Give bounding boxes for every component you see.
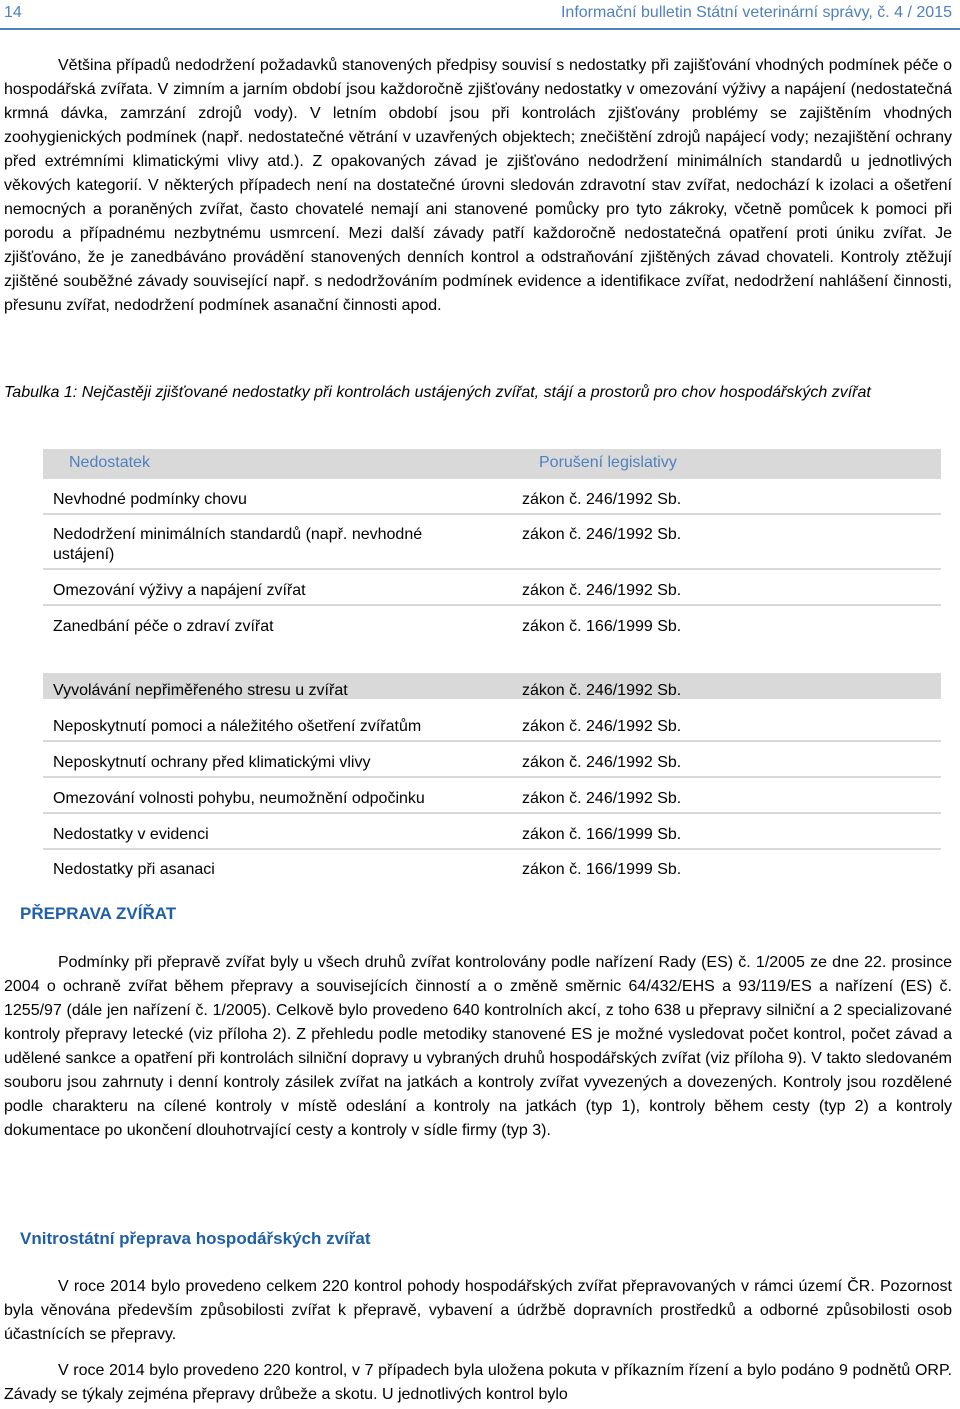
paragraph-domestic-transport: V roce 2014 bylo provedeno celkem 220 kontrol pohody hospodářských zvířat přepravovaných v rámci území ČR. Pozornost byla věnována především způsobilosti zvířat k přepravě, vybavení a údržbě dopravních prostředků a odborné způsobilosti osob účastnících se přepravy. xyxy=(4,1278,952,1343)
section-title: PŘEPRAVA ZVÍŘAT xyxy=(20,904,177,923)
table-cell-defect: Neposkytnutí pomoci a náležitého ošetření zvířatům xyxy=(53,718,422,735)
table-cell-legislation: zákon č. 246/1992 Sb. xyxy=(522,682,682,699)
table-cell-legislation: zákon č. 166/1999 Sb. xyxy=(522,861,682,878)
header-rule xyxy=(0,28,960,30)
table-cell-legislation: zákon č. 246/1992 Sb. xyxy=(522,718,682,735)
table-cell-legislation: zákon č. 166/1999 Sb. xyxy=(522,826,682,843)
table-cell-legislation: zákon č. 246/1992 Sb. xyxy=(522,491,682,508)
table-cell-legislation: zákon č. 246/1992 Sb. xyxy=(522,526,682,543)
table-cell-legislation: zákon č. 166/1999 Sb. xyxy=(522,618,682,635)
publication-title: Informační bulletin Státní veterinární správy, č. 4 / 2015 xyxy=(560,4,952,21)
page-header xyxy=(0,0,960,28)
paragraph-inspections: V roce 2014 bylo provedeno 220 kontrol, v 7 případech byla uložena pokuta v příkazním řízení a bylo podáno 9 podnětů ORP. Závady se týkaly zejména přepravy drůbeže a skotu. U jednotlivých kontrol bylo xyxy=(4,1362,952,1403)
row-divider xyxy=(43,776,941,778)
paragraph-welfare-defects: Většina případů nedodržení požadavků stanovených předpisy souvisí s nedostatky při zajišťování vhodných podmínek péče o hospodářská zvířata. V zimním a jarním období jsou každoročně zjišťovány nedostatky v omezování výživy a napájení (nedostatečná krmná dávka, zamrzání zdrojů vody). V letním období jsou při kontrolách zjišťovány problémy se zajištěním vhodných zoohygienických podmínek (např. nedostatečné větrání v uzavřených objektech; znečištění zdrojů napájecí vody; nezajištění ochrany před extrémními klimatickými vlivy atd.). Z opakovaných závad je zjišťováno nedodržení minimálních standardů u jednotlivých věkových kategorií. V některých případech není na dostatečné úrovni sledován zdravotní stav zvířat, nedochází k izolaci a ošetření nemocných a poraněných zvířat, často chovatelé nemají ani stanovené pomůcky pro tyto zákroky, včetně pomůcek k pomoci při porodu a případnému nezbytnému usmrcení. Mezi další závady patří každoročně nedostatečná opatření proti úniku zvířat. Je zjišťováno, že je zanedbáváno provádění stanovených denních kontrol a odstraňování zjištěných závad chovateli. Kontroly ztěžují zjištěné souběžné závady související např. s nedodržováním podmínek evidence a identifikace zvířat, nedodržení nahlášení činnosti, přesunu zvířat, nedodržení podmínek asanační činnosti apod. xyxy=(4,57,952,314)
table-cell-defect: Zanedbání péče o zdraví zvířat xyxy=(53,618,274,635)
row-divider xyxy=(43,812,941,814)
row-divider xyxy=(43,848,941,850)
table-caption: Tabulka 1: Nejčastěji zjišťované nedostatky při kontrolách ustájených zvířat, stájí a prostorů pro chov hospodářských zvířat xyxy=(4,384,871,401)
table-header-legislation: Porušení legislativy xyxy=(539,454,677,471)
table-cell-defect: Nedodržení minimálních standardů (např. nevhodné ustájení) xyxy=(53,526,423,563)
table-cell-defect: Neposkytnutí ochrany před klimatickými vlivy xyxy=(53,754,371,771)
paragraph-transport: Podmínky při přepravě zvířat byly u všech druhů zvířat kontrolovány podle nařízení Rady (ES) č. 1/2005 ze dne 22. prosince 2004 o ochraně zvířat během přepravy a souvisejících činností a o změně směrnic 64/432/EHS a 93/119/ES a nařízení (ES) č. 1255/97 (dále jen nařízení č. 1/2005). Celkově bylo provedeno 640 kontrolních akcí, z toho 638 u přepravy silniční a 2 specializované kontroly přepravy letecké (viz příloha 2). Z přehledu podle metodiky stanovené ES je možné vysledovat počet kontrol, počet závad a udělené sankce a opatření při kontrolách silniční dopravy u vybraných druhů hospodářských zvířat (viz příloha 9). V takto sledovaném souboru jsou zahrnuty i denní kontroly zásilek zvířat na jatkách a kontroly zvířat vyvezených a dovezených. Kontroly jsou rozdělené podle charakteru na cílené kontroly v místě odeslání a kontroly na jatkách (typ 1), kontroly během cesty (typ 2) a kontroly dokumentace po ukončení dlouhotrvající cesty a kontroly v sídle firmy (typ 3). xyxy=(4,954,952,1139)
row-divider xyxy=(43,604,941,606)
table-cell-defect: Nedostatky v evidenci xyxy=(53,826,209,843)
table-cell-legislation: zákon č. 246/1992 Sb. xyxy=(522,582,682,599)
table-header-bar xyxy=(43,449,941,479)
table-cell-defect: Omezování výživy a napájení zvířat xyxy=(53,582,306,599)
table-cell-legislation: zákon č. 246/1992 Sb. xyxy=(522,754,682,771)
row-divider xyxy=(43,568,941,570)
subsection-title: Vnitrostátní přeprava hospodářských zvířat xyxy=(20,1229,371,1248)
table-cell-legislation: zákon č. 246/1992 Sb. xyxy=(522,790,682,807)
table-cell-defect: Nedostatky při asanaci xyxy=(53,861,215,878)
table-cell-defect: Nevhodné podmínky chovu xyxy=(53,491,247,508)
row-divider xyxy=(43,513,941,515)
page-number: 14 xyxy=(4,4,22,21)
table-cell-defect: Omezování volnosti pohybu, neumožnění odpočinku xyxy=(53,790,425,807)
table-header-defect: Nedostatek xyxy=(69,454,150,471)
row-divider xyxy=(43,740,941,742)
table-cell-defect: Vyvolávání nepřiměřeného stresu u zvířat xyxy=(53,682,348,699)
